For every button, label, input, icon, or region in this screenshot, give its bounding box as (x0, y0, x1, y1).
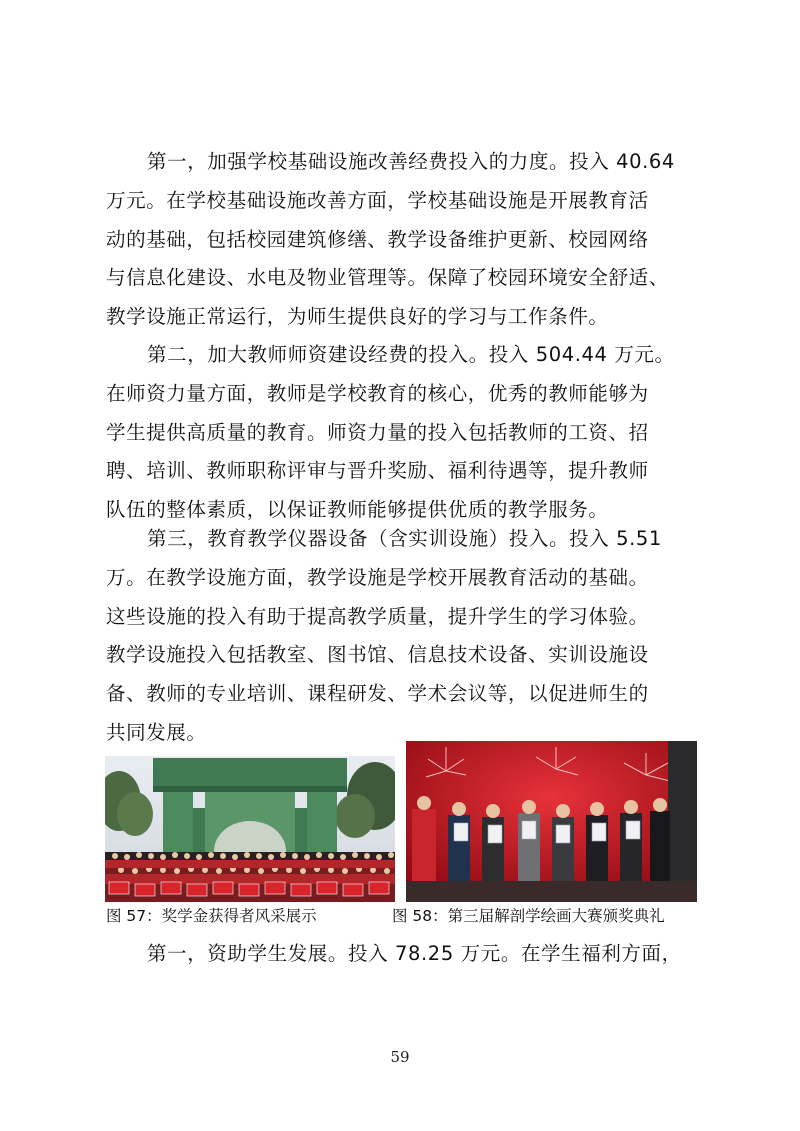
paragraph-student-aid (106, 935, 706, 974)
figure-caption: 图 57：奖学金获得者风采展示 (106, 907, 317, 925)
photo-icon (406, 741, 697, 902)
photo-icon (105, 756, 395, 902)
text-line: 学生提供高质量的教育。师资力量的投入包括教师的工资、招 (106, 420, 649, 444)
scholarship-group-photo (105, 756, 395, 902)
text-line: 队伍的整体素质，以保证教师能够提供优质的教学服务。 (106, 498, 609, 522)
figure-caption: 图 58：第三届解剖学绘画大赛颁奖典礼 (392, 907, 665, 925)
paragraph-infrastructure (106, 143, 706, 337)
text-line: 第一，加强学校基础设施改善经费投入的力度。投入 40.64 (147, 150, 675, 173)
text-line: 共同发展。 (106, 720, 207, 744)
text-line: 在师资力量方面，教师是学校教育的核心，优秀的教师能够为 (106, 381, 649, 405)
text-line: 动的基础，包括校园建筑修缮、教学设备维护更新、校园网络 (106, 227, 649, 251)
text-line: 万元。在学校基础设施改善方面，学校基础设施是开展教育活 (106, 188, 649, 212)
text-line: 第二，加大教师师资建设经费的投入。投入 504.44 万元。 (147, 343, 675, 366)
text-line: 这些设施的投入有助于提高教学质量，提升学生的学习体验。 (106, 604, 649, 628)
text-line: 万。在教学设施方面，教学设施是学校开展教育活动的基础。 (106, 565, 649, 589)
text-line: 与信息化建设、水电及物业管理等。保障了校园环境安全舒适、 (106, 266, 669, 290)
text-line: 第一，资助学生发展。投入 78.25 万元。在学生福利方面， (147, 942, 682, 965)
text-line: 聘、培训、教师职称评审与晋升奖励、福利待遇等，提升教师 (106, 459, 649, 483)
paragraph-teachers (106, 336, 706, 530)
paragraph-equipment (106, 520, 706, 753)
text-line: 第三，教育教学仪器设备（含实训设施）投入。投入 5.51 (147, 527, 662, 550)
page-number: 59 (390, 1048, 410, 1066)
text-line: 教学设施正常运行，为师生提供良好的学习与工作条件。 (106, 305, 609, 329)
text-line: 备、教师的专业培训、课程研发、学术会议等，以促进师生的 (106, 682, 649, 706)
award-ceremony-photo (406, 741, 697, 902)
text-line: 教学设施投入包括教室、图书馆、信息技术设备、实训设施设 (106, 643, 649, 667)
